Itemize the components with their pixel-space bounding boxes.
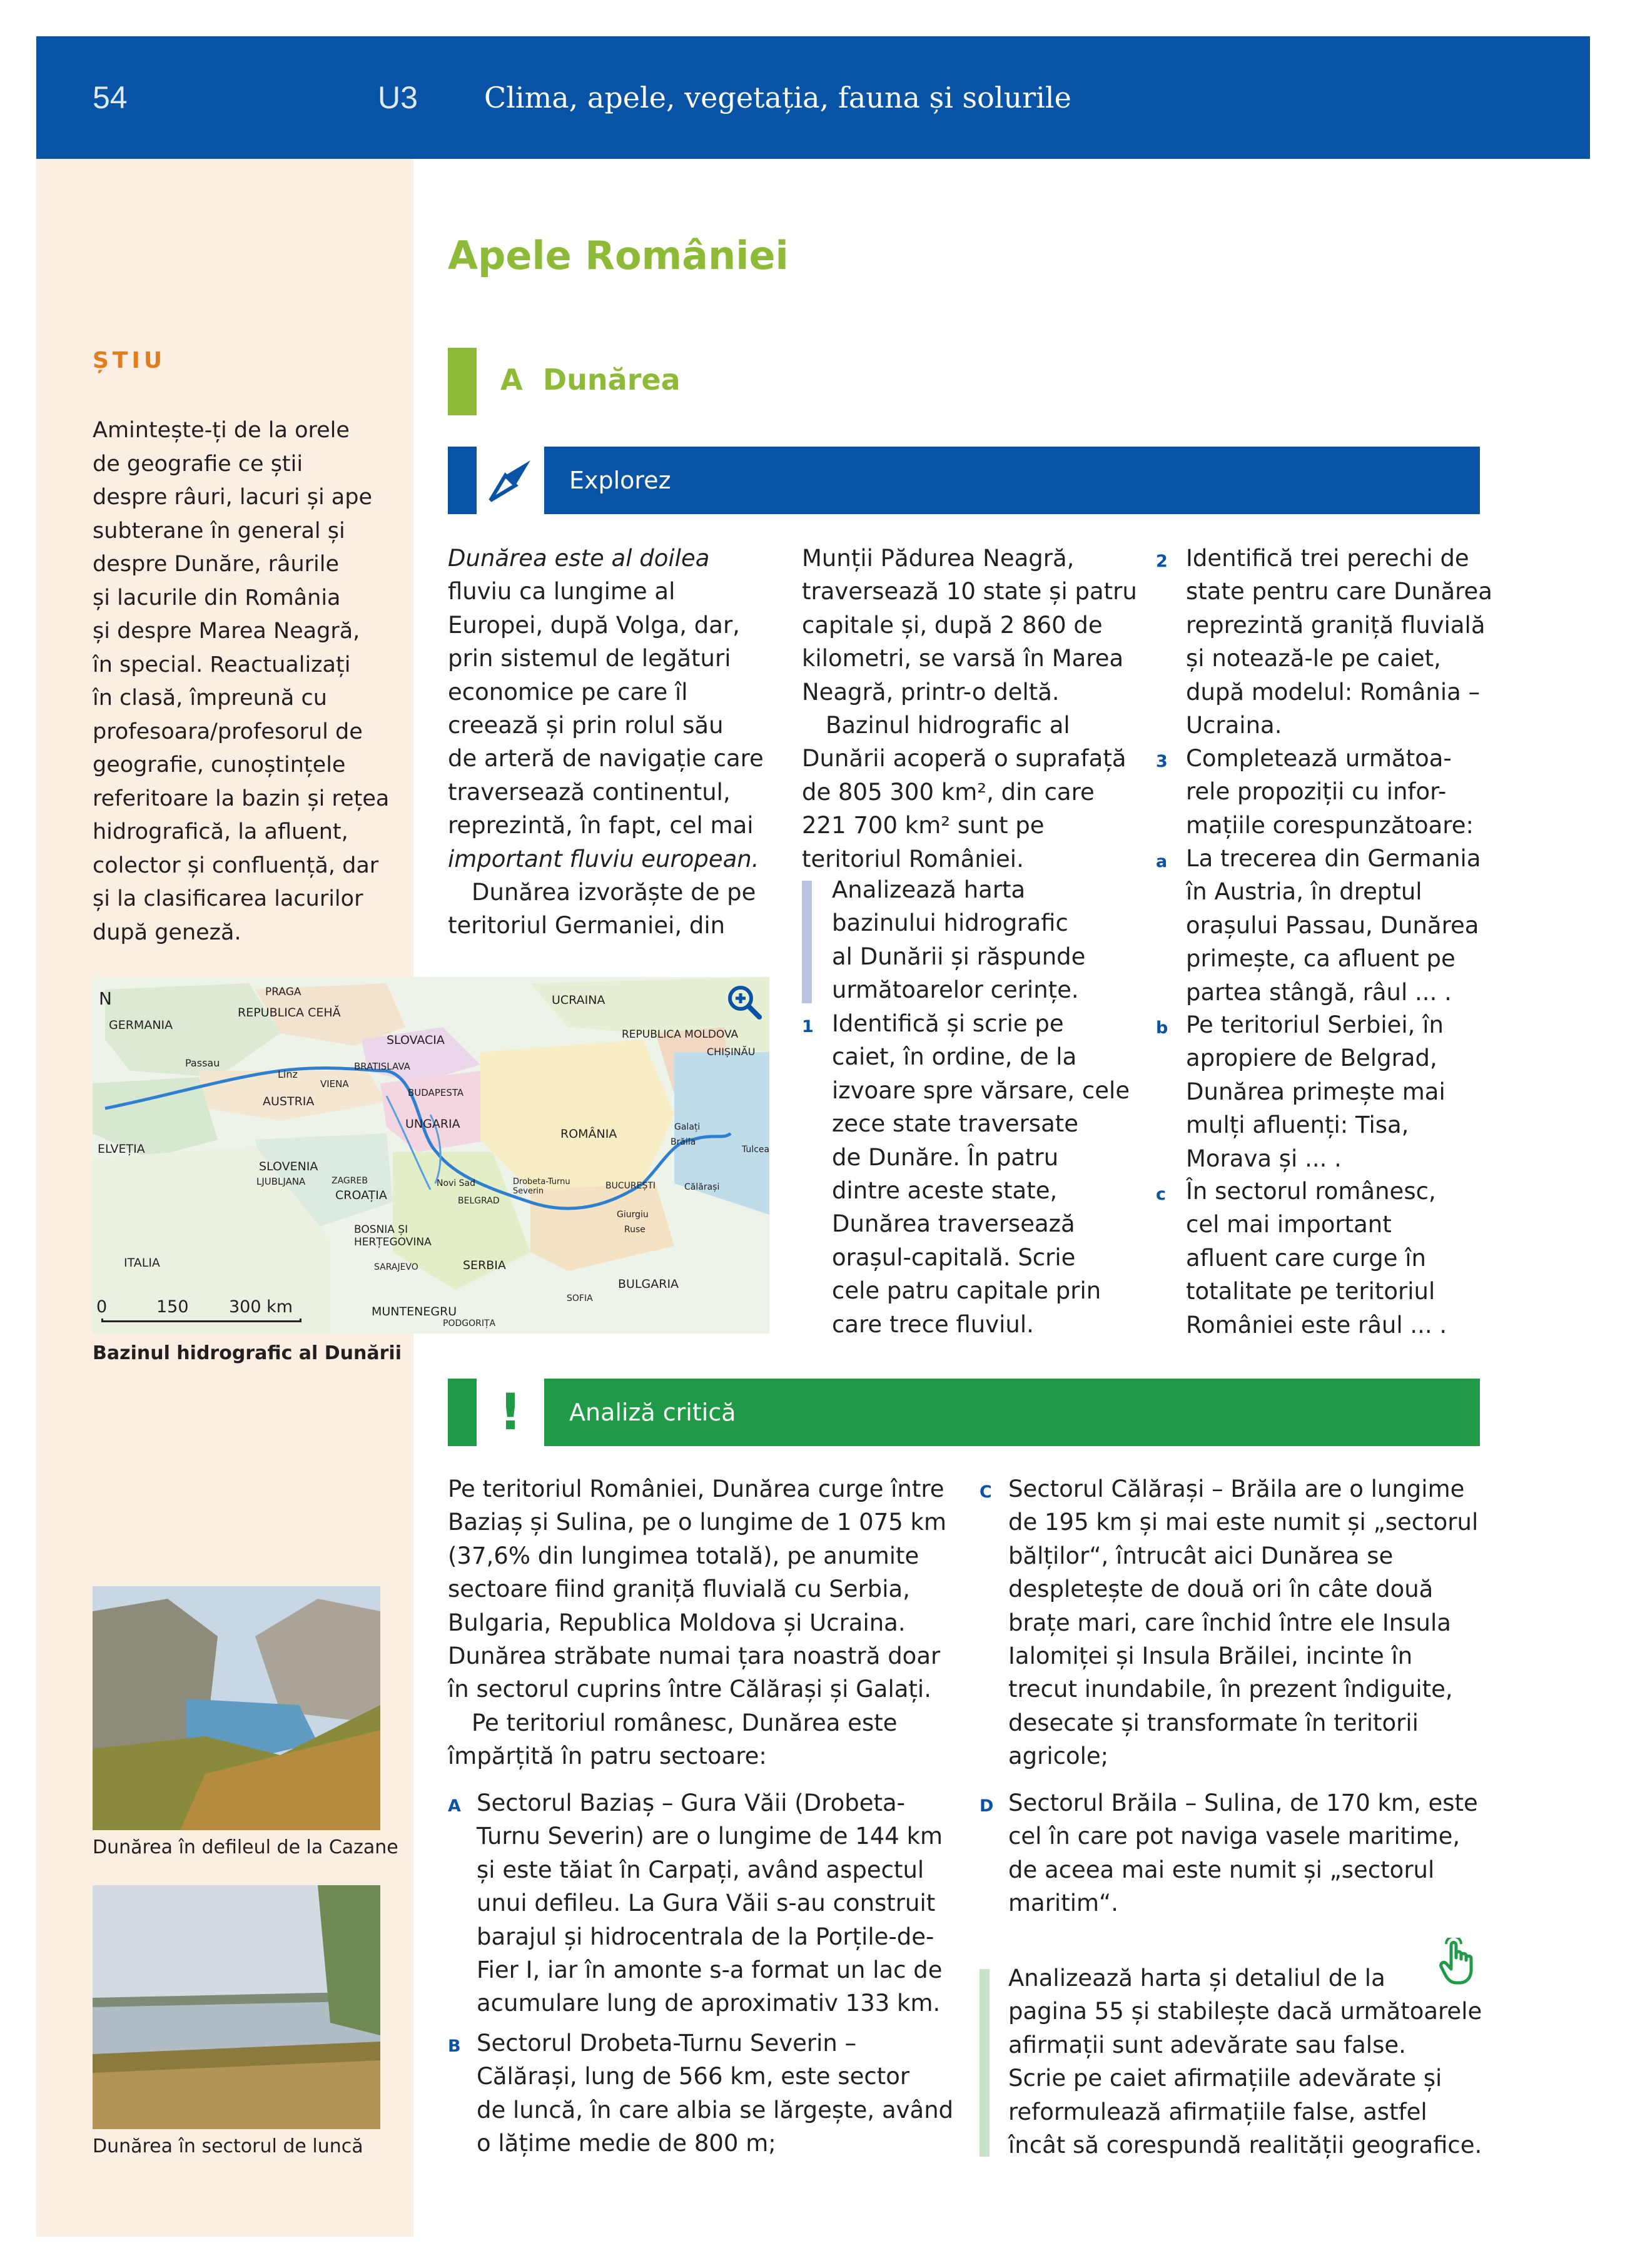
- text-line: Europei, după Volga, dar,: [448, 611, 740, 639]
- text-line: La trecerea din Germania: [1186, 845, 1481, 872]
- text-line: Dunărea este al doilea: [448, 545, 710, 572]
- text-line: Munții Pădurea Neagră,: [802, 545, 1075, 572]
- stiu-line: hidrografică, la afluent,: [93, 819, 348, 844]
- question-2: [1186, 542, 1492, 742]
- text-line: Sectorul Drobeta-Turnu Severin –: [477, 2030, 857, 2057]
- text-line: bazinului hidrografic: [832, 909, 1068, 937]
- text-line: desecate și transformate în teritorii: [1008, 1709, 1419, 1736]
- page-number: 54: [93, 80, 128, 115]
- text-line: cele patru capitale prin: [832, 1277, 1101, 1305]
- text-line: României este râul ... .: [1186, 1311, 1447, 1339]
- explore-col1: [448, 542, 786, 943]
- text-line: Călărași, lung de 566 km, este sector: [477, 2063, 910, 2090]
- sector-letter: D: [980, 1796, 994, 1816]
- text-line: acumulare lung de aproximativ 133 km.: [477, 1990, 941, 2017]
- subquestion-letter: b: [1156, 1018, 1168, 1038]
- question-3a: [1186, 842, 1480, 1009]
- text-line: traversează 10 state și patru: [802, 578, 1137, 605]
- text-line: sectoare fiind graniță fluvială cu Serbia,: [448, 1576, 910, 1603]
- map-label: SERBIA: [463, 1258, 506, 1272]
- text-line: rele propoziții cu infor-: [1186, 778, 1447, 806]
- north-arrow: N: [99, 988, 112, 1009]
- stiu-text: [93, 414, 390, 949]
- question-3c: [1186, 1175, 1480, 1342]
- text-line: Dunărea primește mai: [1186, 1078, 1445, 1105]
- sector-c: [1008, 1472, 1496, 1773]
- text-line: Dunărea izvorăște de pe: [472, 879, 756, 906]
- text-line: afluent care curge în: [1186, 1244, 1426, 1272]
- text-line: afirmații sunt adevărate sau false.: [1008, 2031, 1406, 2058]
- stiu-line: de geografie ce știi: [93, 451, 303, 477]
- map-label: BULGARIA: [618, 1277, 679, 1291]
- question-number: 1: [802, 1017, 814, 1036]
- text-line: încât să corespundă realității geografice.: [1008, 2132, 1482, 2159]
- question-3b: [1186, 1008, 1480, 1175]
- text-line: pagina 55 și stabilește dacă următoarele: [1008, 1998, 1482, 2025]
- text-line: totalitate pe teritoriul: [1186, 1278, 1435, 1305]
- cazane-gorge-photo: [93, 1586, 380, 1830]
- text-line: partea stângă, râul ... .: [1186, 978, 1452, 1006]
- task-marker: [980, 1969, 990, 2157]
- map-label: ROMÂNIA: [560, 1127, 617, 1141]
- text-line: orașul-capitală. Scrie: [832, 1243, 1076, 1271]
- question-1: [832, 1007, 1151, 1341]
- text-line: cel în care pot naviga vasele maritime,: [1008, 1823, 1460, 1850]
- text-line: de arteră de navigație care: [448, 745, 764, 772]
- text-line: Sectorul Călărași – Brăila are o lungime: [1008, 1476, 1465, 1502]
- stiu-line: și lacurile din România: [93, 585, 341, 610]
- text-line: Sectorul Baziaș – Gura Văii (Drobeta-: [477, 1790, 905, 1816]
- map-label: MUNTENEGRU: [372, 1305, 457, 1319]
- text-line: creează și prin rolul său: [448, 712, 724, 739]
- danube-basin-map[interactable]: [93, 977, 769, 1334]
- text-line: prin sistemul de legături: [448, 645, 731, 672]
- text-line: Analizează harta și detaliul de la: [1008, 1965, 1385, 1992]
- map-label: Ruse: [624, 1225, 645, 1235]
- map-label: UNGARIA: [405, 1117, 460, 1131]
- map-label: Tulcea: [742, 1145, 769, 1155]
- text-line: care trece fluviul.: [832, 1310, 1034, 1338]
- task-marker: [802, 881, 812, 1003]
- text-line: despletește de două ori în câte două: [1008, 1576, 1434, 1603]
- text-line: brațe mari, care închid între ele Insula: [1008, 1609, 1451, 1636]
- critic-label: Analiză critică: [569, 1399, 736, 1426]
- map-label: Novi Sad: [437, 1178, 476, 1188]
- map-task: [832, 873, 1145, 1007]
- text-line: Scrie pe caiet afirmațiile adevărate și: [1008, 2065, 1442, 2092]
- map-label: BELGRAD: [458, 1196, 500, 1206]
- map-label: BUCUREȘTI: [605, 1181, 656, 1191]
- text-line: capitale și, după 2 860 de: [802, 611, 1103, 639]
- text-line: 221 700 km² sunt pe: [802, 812, 1045, 839]
- text-line: zece state traversate: [832, 1110, 1079, 1138]
- text-line: Sectorul Brăila – Sulina, de 170 km, este: [1008, 1790, 1478, 1816]
- explore-label: Explorez: [569, 467, 671, 494]
- photo2-caption: Dunărea în sectorul de luncă: [93, 2135, 363, 2157]
- text-line: Pe teritoriul românesc, Dunărea este: [472, 1709, 898, 1736]
- stiu-line: profesoara/profesorul de: [93, 719, 363, 744]
- map-label: CROAȚIA: [335, 1188, 387, 1202]
- text-line: împărțită în patru sectoare:: [448, 1743, 767, 1770]
- text-line: Neagră, printr-o deltă.: [802, 678, 1060, 706]
- map-label: SLOVENIA: [259, 1160, 318, 1173]
- sector-letter: B: [448, 2037, 461, 2056]
- text-line: în Austria, în dreptul: [1186, 878, 1422, 906]
- map-label: BRATISLAVA: [354, 1061, 410, 1072]
- map-label: UCRAINA: [552, 993, 605, 1007]
- question-number: 3: [1156, 752, 1168, 771]
- text-line: Identifică trei perechi de: [1186, 545, 1469, 572]
- text-line: trecut inundabile, în prezent îndiguite,: [1008, 1676, 1453, 1703]
- sector-letter: A: [448, 1796, 461, 1816]
- stiu-line: geografie, cunoștințele: [93, 752, 346, 777]
- stiu-line: Amintește-ți de la orele: [93, 418, 350, 443]
- sector-letter: C: [980, 1482, 992, 1502]
- compass-icon: [477, 447, 544, 514]
- section-a-letter: A: [500, 363, 523, 397]
- text-line: Baziaș și Sulina, pe o lungime de 1 075 km: [448, 1509, 947, 1536]
- sector-d: [1008, 1786, 1496, 1920]
- text-line: reformulează afirmațiile false, astfel: [1008, 2098, 1427, 2125]
- map-label: LJUBLJANA: [256, 1176, 306, 1187]
- map-label: PRAGA: [265, 986, 301, 998]
- map-label: SOFIA: [567, 1293, 593, 1304]
- map-label: AUSTRIA: [263, 1095, 315, 1108]
- critic-marker: [448, 1379, 477, 1446]
- text-line: Bazinul hidrografic al: [826, 712, 1070, 739]
- text-line: cel mai important: [1186, 1211, 1392, 1238]
- text-line: (37,6% din lungimea totală), pe anumite: [448, 1542, 919, 1569]
- scale-label: 150: [156, 1297, 189, 1317]
- stiu-line: colector și confluență, dar: [93, 853, 379, 878]
- map-label: Galați: [674, 1122, 701, 1132]
- text-line: Turnu Severin) are o lungime de 144 km: [477, 1823, 943, 1850]
- text-line: de luncă, în care albia se lărgește, având: [477, 2096, 954, 2124]
- text-line: agricole;: [1008, 1743, 1109, 1770]
- stiu-heading: ȘTIU: [93, 348, 166, 373]
- text-line: maritim“.: [1008, 1890, 1118, 1917]
- map-label: SARAJEVO: [374, 1262, 418, 1272]
- text-line: de 805 300 km², din care: [802, 778, 1095, 806]
- text-line: după modelul: România –: [1186, 678, 1481, 706]
- text-line: reprezintă graniță fluvială: [1186, 611, 1486, 639]
- sector-a: [477, 1786, 964, 2020]
- sector-b: [477, 2027, 964, 2160]
- map-label: Giurgiu: [617, 1210, 649, 1220]
- explore-col2: [802, 542, 1140, 876]
- critic-task: [1008, 1962, 1496, 2162]
- text-line: Bulgaria, Republica Moldova și Ucraina.: [448, 1609, 906, 1636]
- text-line: și este tăiat în Carpați, având aspectul: [477, 1856, 924, 1883]
- text-line: de aceea mai este numit și „sectorul: [1008, 1856, 1435, 1883]
- explore-marker: [448, 447, 477, 514]
- map-label: REPUBLICA CEHĂ: [238, 1006, 341, 1020]
- text-line: primește, ca afluent pe: [1186, 945, 1455, 973]
- text-line: teritoriul Germaniei, din: [448, 912, 726, 939]
- unit-label: U3: [378, 80, 418, 115]
- text-line: În sectorul românesc,: [1186, 1178, 1436, 1205]
- text-line: o lățime medie de 800 m;: [477, 2130, 776, 2157]
- map-label: Călărași: [684, 1182, 720, 1192]
- floodplain-photo: [93, 1885, 380, 2129]
- text-line: și notează-le pe caiet,: [1186, 645, 1441, 672]
- text-line: orașului Passau, Dunărea: [1186, 911, 1479, 939]
- stiu-line: subterane în general și: [93, 518, 345, 544]
- stiu-line: în clasă, împreună cu: [93, 686, 327, 711]
- map-label: Linz: [278, 1068, 298, 1080]
- section-a-title: Dunărea: [543, 363, 681, 397]
- text-line: următoarelor cerințe.: [832, 976, 1079, 1004]
- text-line: izvoare spre vărsare, cele: [832, 1076, 1130, 1104]
- text-line: Ucraina.: [1186, 712, 1282, 739]
- map-label: REPUBLICA MOLDOVA: [622, 1028, 739, 1041]
- text-line: de Dunăre. În patru: [832, 1143, 1059, 1171]
- section-a-marker: [448, 348, 477, 415]
- stiu-line: referitoare la bazin și rețea: [93, 786, 390, 811]
- text-line: important fluviu european.: [448, 845, 759, 873]
- text-line: caiet, în ordine, de la: [832, 1043, 1077, 1071]
- scale-label: 300 km: [229, 1297, 293, 1317]
- text-line: [448, 542, 786, 575]
- text-line: apropiere de Belgrad,: [1186, 1045, 1437, 1072]
- subquestion-letter: c: [1156, 1185, 1167, 1204]
- stiu-line: despre râuri, lacuri și ape: [93, 485, 372, 510]
- text-line: în sectorul cuprins între Călărași și Galați.: [448, 1676, 931, 1703]
- stiu-line: și despre Marea Neagră,: [93, 619, 360, 644]
- map-label: GERMANIA: [109, 1018, 173, 1032]
- map-label: SLOVACIA: [387, 1033, 445, 1047]
- text-line: Dunărea traversează: [832, 1210, 1075, 1238]
- text-line: unui defileu. La Gura Văii s-au construit: [477, 1890, 936, 1917]
- critic-intro: [448, 1472, 954, 1773]
- text-line: bălților“, întrucât aici Dunărea se: [1008, 1542, 1394, 1569]
- stiu-line: și la clasificarea lacurilor: [93, 886, 363, 911]
- scale-bar: [101, 1319, 301, 1322]
- text-line: mațiile corespunzătoare:: [1186, 811, 1474, 839]
- text-line: Completează următoa-: [1186, 745, 1452, 772]
- text-line: Morava și ... .: [1186, 1145, 1342, 1172]
- explore-band: [544, 447, 1480, 514]
- text-line: Identifică și scrie pe: [832, 1010, 1064, 1037]
- page-title: Apele României: [448, 233, 789, 278]
- header-band: [36, 36, 1590, 159]
- map-label: ZAGREB: [332, 1176, 368, 1186]
- map-label: Drobeta-Turnu Severin: [513, 1177, 570, 1196]
- text-line: Dunării acoperă o suprafață: [802, 745, 1126, 772]
- subquestion-letter: a: [1156, 852, 1168, 871]
- text-line: Analizează harta: [832, 876, 1026, 903]
- map-label: ELVEȚIA: [98, 1142, 145, 1156]
- scale-label: 0: [96, 1297, 108, 1317]
- text-line: Fier I, iar în amonte s-a format un lac de: [477, 1957, 943, 1984]
- text-line: de 195 km și mai este numit și „sectorul: [1008, 1509, 1479, 1536]
- text-line: Pe teritoriul Serbiei, în: [1186, 1011, 1444, 1038]
- stiu-line: după geneză.: [93, 919, 241, 945]
- text-line: dintre aceste state,: [832, 1177, 1058, 1205]
- chapter-title: Clima, apele, vegetația, fauna și solurile: [484, 81, 1071, 114]
- zoom-in-icon[interactable]: [726, 983, 763, 1021]
- map-label: BUDAPESTA: [408, 1087, 464, 1098]
- text-line: fluviu ca lungime al: [448, 578, 676, 605]
- text-line: mulți afluenți: Tisa,: [1186, 1111, 1409, 1139]
- question-3: [1186, 742, 1480, 842]
- text-line: al Dunării și răspunde: [832, 943, 1086, 970]
- map-label: ITALIA: [124, 1256, 160, 1270]
- map-label: Passau: [185, 1057, 220, 1069]
- stiu-line: despre Dunăre, râurile: [93, 552, 340, 577]
- text-line: Ialomiței și Insula Brăilei, incinte în: [1008, 1643, 1413, 1670]
- text-line: traversează continentul,: [448, 778, 731, 806]
- text-line: Pe teritoriul României, Dunărea curge între: [448, 1476, 944, 1502]
- text-line: teritoriul României.: [802, 845, 1024, 873]
- map-caption: Bazinul hidrografic al Dunării: [93, 1342, 402, 1364]
- text-line: kilometri, se varsă în Marea: [802, 645, 1124, 672]
- text-line: economice pe care îl: [448, 678, 688, 706]
- map-label: PODGORIȚA: [443, 1319, 496, 1329]
- photo1-caption: Dunărea în defileul de la Cazane: [93, 1836, 398, 1858]
- text-line: barajul și hidrocentrala de la Porțile-de-: [477, 1923, 934, 1950]
- exclamation-icon: !: [477, 1379, 544, 1446]
- map-label: BOSNIA ȘI HERȚEGOVINA: [354, 1223, 432, 1248]
- stiu-line: în special. Reactualizați: [93, 652, 351, 677]
- map-label: CHIȘINĂU: [707, 1046, 756, 1058]
- text-line: state pentru care Dunărea: [1186, 578, 1492, 605]
- text-line: Dunărea străbate numai țara noastră doar: [448, 1643, 941, 1670]
- map-label: Brăila: [671, 1137, 696, 1147]
- map-label: VIENA: [320, 1078, 349, 1090]
- text-line: reprezintă, în fapt, cel mai: [448, 812, 754, 839]
- question-number: 2: [1156, 552, 1168, 571]
